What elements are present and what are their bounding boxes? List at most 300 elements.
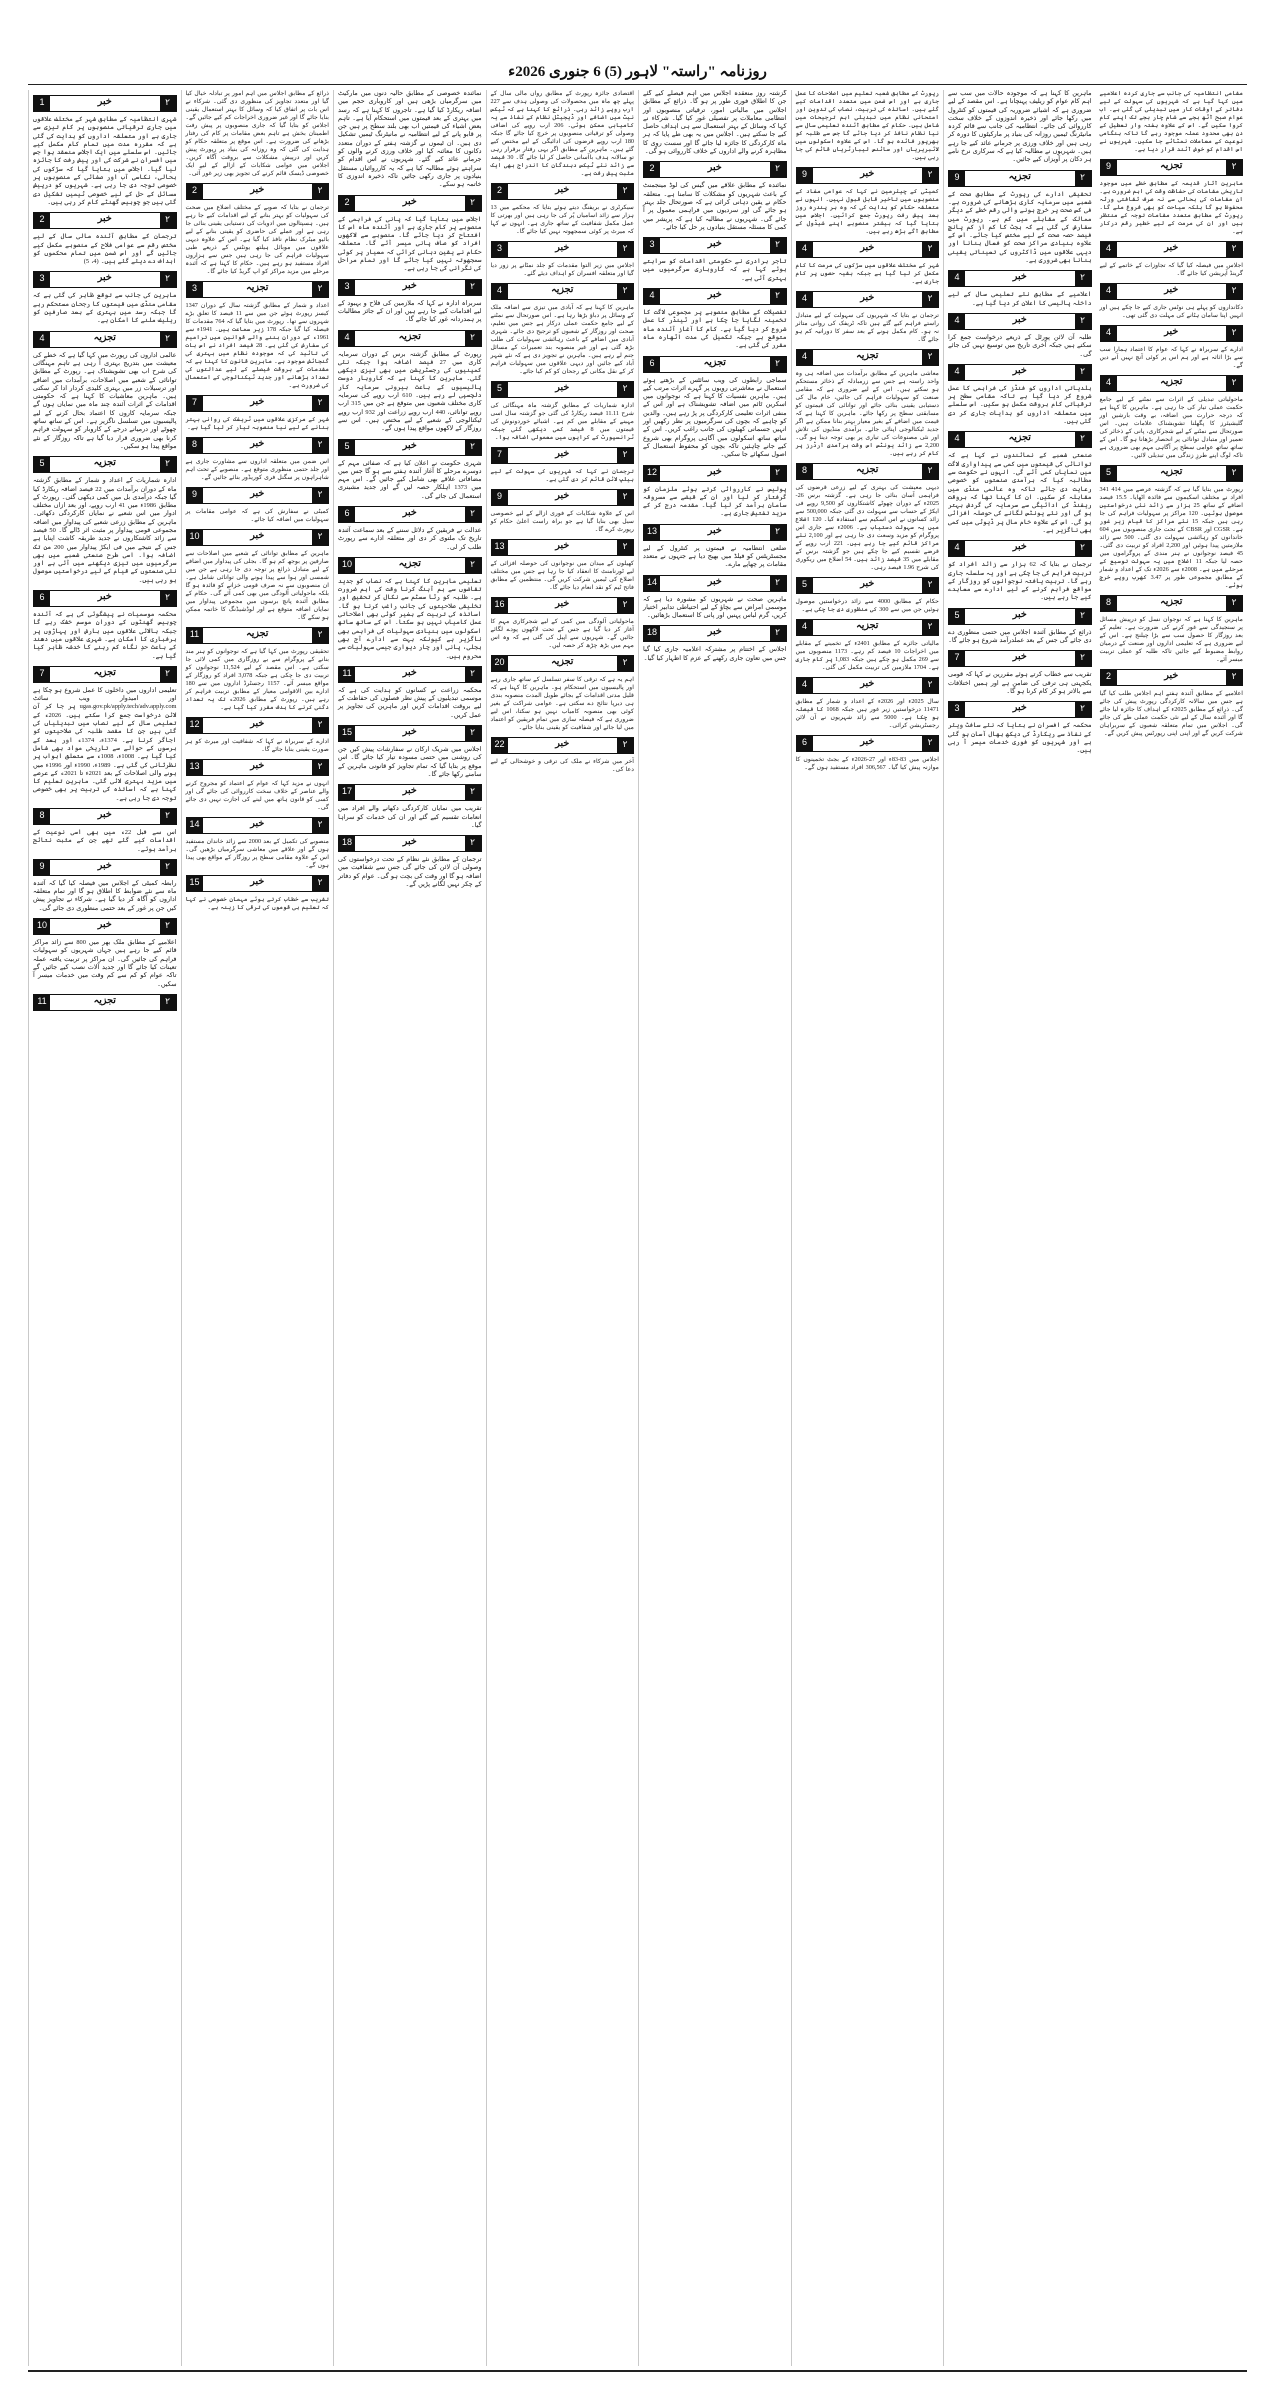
article-category-label: خبر xyxy=(402,280,417,291)
article-header xyxy=(491,241,635,258)
article-header xyxy=(186,817,330,834)
article-body: صنعتی شعبے کے نمائندوں نے کہا ہے کہ توانائی کی قیمتوں میں کمی سے پیداواری لاگت میں نمایاں کمی آئے گی۔ انہوں نے حکومت سے مطالبہ کیا کہ برآمدی صنعتوں کو خصوصی رعایت دی جائے تاکہ وہ عالمی منڈی میں مقابلہ کر سکیں۔ ان کا کہنا تھا کہ بروقت ریفنڈ کی ادائیگی سے سرمایہ کی گردش بہتر ہو گی اور نئے یونٹس لگانے کی حوصلہ افزائی ہو گی۔ اس کے علاوہ خام مال پر ڈیوٹی میں کمی بھی ناگزیر ہے۔ xyxy=(948,452,1092,534)
article-marker: ۲ xyxy=(465,507,481,522)
article-category-label: خبر xyxy=(860,579,875,589)
article-category-label: خبر xyxy=(707,163,722,174)
article-category-label: خبر xyxy=(402,786,417,797)
article-marker: ۲ xyxy=(312,184,328,199)
article-marker: ۲ xyxy=(312,282,328,297)
article-category-label: خبر xyxy=(1164,327,1179,337)
article-header xyxy=(491,183,635,200)
article-marker: ۲ xyxy=(160,667,176,682)
article-body: ادارہ شماریات کے اعداد و شمار کے مطابق گزشتہ ماہ کے دوران برآمدات میں 22 فیصد اضافہ ریکارڈ کیا گیا جبکہ درآمدی بل میں کمی دیکھی گئی۔ رپورٹ کے مطابق 1986ء میں 41 ارب روپے، اور بعد ازاں مختلف ادوار میں اس شعبے نے نمایاں کارکردگی دکھائی۔ ماہرین کے مطابق زرعی شعبے کی پیداوار میں اضافہ مجموعی قومی پیداوار پر مثبت اثر ڈالے گا۔ 50 فیصد سے زائد کاشتکاروں نے جدید طریقہ کاشت اپنایا ہے جس کے نتیجے میں فی ایکڑ پیداوار میں 200 من تک اضافہ ہوا۔ اسی طرح صنعتی شعبے میں بھی سرگرمیوں میں تیزی دیکھنے میں آئی ہے اور نئی صنعتوں کے قیام کے لیے درخواستیں موصول ہو رہی ہیں۔ xyxy=(33,477,177,584)
article-header xyxy=(33,808,177,825)
article-body: رپورٹ کے مطابق گزشتہ برس کے دوران سرمایہ کاری میں 27 فیصد اضافہ ہوا جبکہ نئی کمپنیوں کی رجسٹریشن میں بھی تیزی دیکھی گئی۔ ماہرین کا کہنا ہے کہ کاروبار دوست پالیسیوں کے باعث بیرونی سرمایہ کار دلچسپی لے رہے ہیں۔ 610 ارب روپے کی سرمایہ کاری مختلف شعبوں میں متوقع ہے جن میں 315 ارب روپے توانائی، 440 ارب روپے زراعت اور 932 ارب روپے ٹیکنالوجی کے شعبے کے لیے مختص ہیں۔ اس سے روزگار کے لاکھوں مواقع پیدا ہوں گے۔ xyxy=(338,350,482,433)
article-marker: ۲ xyxy=(1075,171,1091,186)
article-number: 4 xyxy=(492,284,508,299)
article-header xyxy=(186,281,330,298)
article-header xyxy=(186,487,330,504)
article-marker: ۲ xyxy=(160,457,176,472)
article-marker: ۲ xyxy=(1075,432,1091,447)
article-number: 9 xyxy=(949,171,965,186)
article-body: ماہرین کا کہنا ہے کہ موجودہ حالات میں سب سے اہم کام عوام کو ریلیف پہنچانا ہے۔ اس مقصد کے لیے ضروری ہے کہ اشیائے ضروریہ کی قیمتوں کو کنٹرول میں رکھا جائے اور ذخیرہ اندوزوں کے خلاف سخت کارروائی کی جائے۔ انتظامیہ کی جانب سے قائم کردہ مانیٹرنگ ٹیمیں روزانہ کی بنیاد پر مارکیٹوں کا دورہ کر رہی ہیں اور خلاف ورزی پر جرمانے عائد کیے جا رہے ہیں۔ شہریوں نے مطالبہ کیا ہے کہ سرکاری نرخ نامے ہر دکان پر آویزاں کیے جائیں۔ xyxy=(948,90,1092,164)
top-rule xyxy=(28,84,1247,85)
article-number: 10 xyxy=(187,530,203,545)
article-header xyxy=(491,447,635,464)
article-marker: ۲ xyxy=(617,738,633,753)
article-marker: ۲ xyxy=(160,591,176,606)
article-number: 4 xyxy=(949,271,965,286)
article-number: 11 xyxy=(34,995,50,1010)
article-marker: ۲ xyxy=(922,292,938,307)
newspaper-column xyxy=(943,90,1096,2366)
article-number: 6 xyxy=(797,736,813,751)
article-body: منصوبے کی تکمیل کے بعد 2000 سے زائد خاندان مستفید ہوں گے اور علاقے میں معاشی سرگرمیاں بڑھیں گی۔ اس کے علاوہ مقامی سطح پر روزگار کے مواقع بھی پیدا ہوں گے۔ xyxy=(185,838,329,869)
article-number: 14 xyxy=(187,818,203,833)
article-number: 13 xyxy=(644,525,660,540)
article-category-label: خبر xyxy=(250,819,265,829)
article-category-label: خبر xyxy=(860,679,875,689)
article-category-label: تجزیہ xyxy=(551,285,574,295)
article-body: سربراہ ادارہ نے کہا کہ ملازمین کی فلاح و بہبود کے لیے اقدامات کیے جا رہے ہیں اور ان کے جائز مطالبات پر ہمدردانہ غور کیا جائے گا۔ xyxy=(338,299,482,324)
article-number: 5 xyxy=(492,382,508,397)
article-body: انہوں نے مزید کہا کہ عوام کے اعتماد کو مجروح کرنے والے عناصر کے خلاف سخت کارروائی کی جائے گی اور کسی کو قانون ہاتھ میں لینے کی اجازت نہیں دی جائے گی۔ xyxy=(185,780,329,811)
article-header xyxy=(338,725,482,742)
article-number: 4 xyxy=(1101,284,1117,299)
article-header xyxy=(338,557,482,574)
article-body: ماہرین کا کہنا ہے کہ آبادی میں تیزی سے اضافہ ملک کے وسائل پر دباؤ بڑھا رہا ہے۔ اس صورتحال سے نمٹنے کے لیے جامع حکمت عملی درکار ہے جس میں تعلیم، صحت اور روزگار کے شعبوں کو ترجیح دی جائے۔ شہری آبادی میں اضافے کے باعث رہائشی سہولیات کی طلب بڑھ گئی ہے اور غیر منصوبہ بند تعمیرات کے مسائل جنم لے رہے ہیں۔ ماہرین نے تجویز دی ہے کہ نئے شہر آباد کیے جائیں اور دیہی علاقوں میں سہولیات فراہم کر کے نقل مکانی کے رجحان کو کم کیا جائے۔ xyxy=(490,304,634,375)
article-number: 5 xyxy=(797,578,813,593)
newspaper-column xyxy=(181,90,334,2366)
article-marker: ۲ xyxy=(770,289,786,304)
article-header xyxy=(1100,283,1244,300)
article-body: تقریب سے خطاب کرتے ہوئے مقررین نے کہا کہ قومی یکجہتی ہی ترقی کی ضامن ہے اور ہمیں اختلافات سے بالاتر ہو کر کام کرنا ہو گا۔ xyxy=(948,671,1092,695)
article-marker: ۲ xyxy=(312,760,328,775)
article-number: 7 xyxy=(34,667,50,682)
article-header xyxy=(338,835,482,852)
article-number: 5 xyxy=(1101,466,1117,481)
article-marker: ۲ xyxy=(770,525,786,540)
article-category-label: خبر xyxy=(97,273,112,284)
article-marker: ۲ xyxy=(1075,702,1091,717)
article-number: 4 xyxy=(644,289,660,304)
article-body: عالمی اداروں کی رپورٹ میں کہا گیا ہے کہ خطے کی معیشت میں بتدریج بہتری آ رہی ہے تاہم مہنگائی کی شرح اب بھی تشویشناک ہے۔ رپورٹ کے مطابق توانائی کے شعبے میں اصلاحات، برآمدات میں اضافے اور ترسیلات زر میں بہتری کلیدی کردار ادا کر سکتی ہیں۔ ماہرین معاشیات کا کہنا ہے کہ حکومتی اقدامات کے اثرات آئندہ چند ماہ میں نمایاں ہوں گے جبکہ سرمایہ کاروں کا اعتماد بحال کرنے کے لیے پالیسیوں میں تسلسل ناگزیر ہے۔ اس کے ساتھ ساتھ چھوٹے اور درمیانے درجے کے کاروبار کو سہولت فراہم کرنا بھی ضروری قرار دیا گیا ہے تاکہ روزگار کے نئے مواقع پیدا ہو سکیں۔ xyxy=(33,351,177,450)
newspaper-column xyxy=(333,90,486,2366)
article-body: آخر میں شرکاء نے ملک کی ترقی و خوشحالی کے لیے دعا کی۔ xyxy=(490,758,634,773)
article-number: 10 xyxy=(34,919,50,934)
article-marker: ۲ xyxy=(770,357,786,372)
article-body: دیہی معیشت کی بہتری کے لیے زرعی قرضوں کی فراہمی آسان بنائی جا رہی ہے۔ گزشتہ برس 26-2025ء کے دوران چھوٹے کاشتکاروں کو 9,500 روپے فی ایکڑ کے حساب سے سہولت دی گئی جبکہ 500,000 سے زائد کسانوں نے اس اسکیم سے استفادہ کیا۔ 120 اضلاع میں یہ سہولت دستیاب ہے۔ 2006ء سے جاری اس پروگرام کو مزید وسعت دی جا رہی ہے اور 2,100 نئے مراکز قائم کیے جا رہے ہیں۔ 221 ارب روپے کے قرضے تقسیم کیے جا چکے ہیں جو گزشتہ برس کے مقابلے میں 35 فیصد زائد ہیں۔ 54 اضلاع میں ریکوری کی شرح 1.96 فیصد رہی۔ xyxy=(795,484,940,571)
article-header xyxy=(491,489,635,506)
article-header xyxy=(186,437,330,454)
article-marker: ۲ xyxy=(465,726,481,741)
article-marker: ۲ xyxy=(1226,242,1242,257)
article-number: 3 xyxy=(644,238,660,253)
article-category-label: خبر xyxy=(402,196,417,207)
article-body: ترجمان نے بتایا کہ 62 ہزار سے زائد افراد کو تربیت فراہم کی جا چکی ہے اور یہ سلسلہ جاری رہے گا۔ تربیت یافتہ نوجوانوں کو روزگار کے مواقع فراہم کرنے کے لیے ادارے سے معاہدے کیے جا رہے ہیں۔ xyxy=(948,561,1092,602)
article-marker: ۲ xyxy=(617,656,633,671)
article-body: رابطہ کمیٹی کے اجلاس میں فیصلہ کیا گیا کہ آئندہ ماہ سے نئے ضوابط کا اطلاق ہو گا اور تمام متعلقہ اداروں کو آگاہ کر دیا گیا ہے۔ شرکاء نے تجاویز پیش کیں جن پر غور کے بعد حتمی منظوری دی جائے گی۔ xyxy=(33,879,177,912)
article-body: شہر کے مختلف علاقوں میں سڑکوں کی مرمت کا کام مکمل کر لیا گیا ہے جبکہ بقیہ حصوں پر کام جاری ہے۔ xyxy=(795,262,939,285)
article-marker: ۲ xyxy=(617,490,633,505)
article-marker: ۲ xyxy=(160,860,176,875)
article-header xyxy=(796,735,940,752)
article-number: 4 xyxy=(797,620,813,635)
article-marker: ۲ xyxy=(1075,365,1091,380)
article-body: پولیس نے کارروائی کرتے ہوئے ملزمان کو گرفتار کر لیا اور ان کے قبضے سے مسروقہ سامان برآمد کر لیا گیا۔ مقدمہ درج کر کے مزید تفتیش جاری ہے۔ xyxy=(643,485,787,518)
article-header xyxy=(186,183,330,200)
article-header xyxy=(1100,465,1244,482)
article-header xyxy=(643,356,787,373)
article-number: 5 xyxy=(949,609,965,624)
article-header xyxy=(33,95,177,112)
article-header xyxy=(643,575,787,592)
article-body: رپورٹ میں بتایا گیا ہے کہ گزشتہ عرصے میں 414 341 افراد نے مختلف اسکیموں سے فائدہ اٹھایا۔ 15.5 فیصد اضافے کے ساتھ 25 ہزار سے زائد نئی درخواستیں موصول ہوئیں۔ 120 مراکز پر سہولیات فراہم کی جا رہی ہیں جبکہ 15 نئے مراکز کا قیام زیر غور ہے۔ CGSR اور CBSR کے تحت جاری منصوبوں میں 604 خاندانوں کو رہائشی سہولت دی گئی۔ 500 سے زائد ملازمتیں پیدا ہوئیں اور 2,200 افراد کو تربیت دی گئی۔ 45 فیصد نوجوانوں نے ہنر مندی کے پروگراموں میں حصہ لیا جبکہ 11 اضلاع میں یہ سہولت توسیع کے مرحلے میں ہے۔ 2008ء سے 2026ء تک کے اعداد و شمار کے مطابق مجموعی طور پر 3.47 کھرب روپے خرچ ہوئے۔ xyxy=(1099,486,1244,589)
article-category-label: خبر xyxy=(1164,671,1179,681)
article-header xyxy=(1100,241,1244,258)
article-number: 13 xyxy=(187,760,203,775)
article-header xyxy=(1100,595,1244,612)
article-marker: ۲ xyxy=(312,628,328,643)
article-marker: ۲ xyxy=(465,667,481,682)
article-body: دکانداروں کو پہلے ہی نوٹس جاری کیے جا چکے ہیں اور انہیں اپنا سامان ہٹانے کی مہلت دی گئی تھی۔ xyxy=(1099,304,1243,319)
article-number: 18 xyxy=(644,626,660,641)
article-category-label: خبر xyxy=(1164,285,1179,295)
article-category-label: خبر xyxy=(250,761,265,771)
article-body: ترجمان نے بتایا کہ صوبے کے مختلف اضلاع میں صحت کی سہولیات کو بہتر بنانے کے لیے اقدامات کیے جا رہے ہیں۔ ہسپتالوں میں ادویات کی دستیابی یقینی بنائی جا رہی ہے اور عملے کی حاضری کو یقینی بنانے کے لیے بائیو میٹرک نظام نافذ کیا گیا ہے۔ اس کے علاوہ دیہی علاقوں میں موبائل ہیلتھ یونٹس کے ذریعے طبی سہولیات فراہم کی جا رہی ہیں جس سے ہزاروں افراد مستفید ہو رہے ہیں۔ حکام کا کہنا ہے کہ آئندہ مرحلے میں مزید مراکز کو اپ گریڈ کیا جائے گا۔ xyxy=(185,204,329,275)
article-body: تاجر برادری نے حکومتی اقدامات کو سراہتے ہوئے کہا ہے کہ کاروباری سرگرمیوں میں بہتری آئی ہے۔ xyxy=(643,258,787,282)
article-header xyxy=(491,381,635,398)
article-header xyxy=(796,577,940,594)
article-category-label: خبر xyxy=(97,810,112,820)
article-body: ماہرین آثار قدیمہ کے مطابق خطے میں موجود تاریخی مقامات کی حفاظت وقت کی اہم ضرورت ہے۔ ان مقامات کی بحالی سے نہ صرف ثقافتی ورثہ محفوظ ہو گا بلکہ سیاحت کو بھی فروغ ملے گا۔ رپورٹ کے مطابق متعدد مقامات توجہ کے منتظر ہیں اور ان کی مرمت کے لیے خطیر رقم درکار ہے۔ xyxy=(1099,180,1243,235)
article-body: ضلعی انتظامیہ نے قیمتوں پر کنٹرول کے لیے مجسٹریٹس کو فیلڈ میں بھیج دیا ہے جنہوں نے متعدد مقامات پر چھاپے مارے۔ xyxy=(643,544,787,569)
article-marker: ۲ xyxy=(465,836,481,851)
article-category-label: خبر xyxy=(555,185,570,195)
article-category-label: تجزیہ xyxy=(93,667,116,678)
article-marker: ۲ xyxy=(312,818,328,833)
article-marker: ۲ xyxy=(160,809,176,824)
article-number: 9 xyxy=(187,488,203,503)
article-marker: ۲ xyxy=(1226,596,1242,611)
article-header xyxy=(186,875,330,892)
article-marker: ۲ xyxy=(1075,609,1091,624)
article-category-label: خبر xyxy=(402,440,417,451)
article-category-label: خبر xyxy=(250,397,265,407)
article-number: 9 xyxy=(797,168,813,183)
article-body: ادارے کے سربراہ نے کہا کہ شفافیت اور میرٹ کو ہر صورت یقینی بنایا جائے گا۔ xyxy=(185,738,329,753)
article-body: مقامی انتظامیہ کی جانب سے جاری کردہ اعلامیے میں کہا گیا ہے کہ شہریوں کی سہولت کے لیے دفاتر کے اوقات کار میں تبدیلی کی گئی ہے۔ اب عوام صبح آٹھ بجے سے شام چار بجے تک اپنے کام کروا سکیں گے۔ اس کے علاوہ ہفتہ وار تعطیل کے دن بھی محدود عملہ موجود رہے گا تاکہ ہنگامی نوعیت کے معاملات نمٹائے جا سکیں۔ شہریوں نے اس اقدام کو خوش آئند قرار دیا ہے۔ xyxy=(1099,90,1243,153)
article-header xyxy=(948,540,1092,557)
article-marker: ۲ xyxy=(617,382,633,397)
article-marker: ۲ xyxy=(312,530,328,545)
article-category-label: خبر xyxy=(250,439,265,449)
article-number: 2 xyxy=(187,184,203,199)
article-header xyxy=(643,161,787,178)
article-header xyxy=(796,241,940,258)
article-marker: ۲ xyxy=(922,620,938,635)
article-category-label: خبر xyxy=(1012,365,1027,376)
article-marker: ۲ xyxy=(1226,284,1242,299)
article-category-label: تجزیہ xyxy=(1008,433,1031,444)
article-body: شہر کے مرکزی علاقوں میں ٹریفک کی روانی بہتر بنانے کے لیے نیا منصوبہ تیار کر لیا گیا ہے۔ xyxy=(185,416,329,431)
article-body: اعلامیے کے مطابق نئے تعلیمی سال کے لیے داخلہ پالیسی کا اعلان کر دیا گیا ہے۔ xyxy=(948,291,1092,307)
article-number: 16 xyxy=(492,598,508,613)
article-body: اس سے قبل 22ء میں بھی اسی نوعیت کے اقدامات کیے گئے تھے جن کے مثبت نتائج برآمد ہوئے۔ xyxy=(33,829,177,853)
article-number: 9 xyxy=(34,860,50,875)
article-category-label: خبر xyxy=(707,239,722,250)
article-number: 1 xyxy=(34,96,50,111)
article-category-label: خبر xyxy=(250,531,265,541)
article-category-label: خبر xyxy=(1012,652,1027,663)
article-body: ذرائع کے مطابق آئندہ اجلاس میں حتمی منظوری دے دی جائے گی جس کے بعد عملدرآمد شروع ہو جائے گا۔ xyxy=(948,628,1092,645)
article-number: 11 xyxy=(187,628,203,643)
article-number: 4 xyxy=(949,365,965,380)
article-number: 9 xyxy=(492,490,508,505)
column-grid xyxy=(28,90,1247,2366)
article-category-label: تجزیہ xyxy=(93,332,116,343)
article-category-label: خبر xyxy=(402,837,417,848)
article-marker: ۲ xyxy=(312,396,328,411)
article-header xyxy=(1100,159,1244,176)
article-body: ترجمان نے بتایا کہ شہریوں کی سہولت کے لیے متبادل راستے فراہم کیے گئے ہیں تاکہ ٹریفک کی روانی متاثر نہ ہو۔ کام مکمل ہونے کے بعد سفر کا دورانیہ کم ہو جائے گا۔ xyxy=(795,312,939,343)
bottom-rule xyxy=(28,2370,1247,2372)
article-marker: ۲ xyxy=(617,598,633,613)
article-marker: ۲ xyxy=(922,350,938,365)
article-body: محکمہ موسمیات نے پیشگوئی کی ہے کہ آئندہ چوبیس گھنٹوں کے دوران موسم خشک رہے گا جبکہ بالائی علاقوں میں بارش اور پہاڑوں پر برفباری کا امکان ہے۔ شہری علاقوں میں دھند کے باعث حدِ نگاہ کم رہنے کا خدشہ ظاہر کیا گیا ہے۔ xyxy=(33,611,177,660)
article-marker: ۲ xyxy=(1226,160,1242,175)
article-number: 4 xyxy=(1101,376,1117,391)
article-header xyxy=(186,759,330,776)
article-header xyxy=(338,666,482,683)
article-category-label: تجزیہ xyxy=(246,629,269,639)
article-number: 9 xyxy=(1101,160,1117,175)
article-number: 4 xyxy=(949,541,965,556)
article-number: 11 xyxy=(339,667,355,682)
article-category-label: خبر xyxy=(860,737,875,747)
article-number: 4 xyxy=(797,242,813,257)
article-body: گزشتہ روز منعقدہ اجلاس میں اہم فیصلے کیے گئے جن کا اطلاق فوری طور پر ہو گا۔ ذرائع کے مطابق اجلاس میں مالیاتی امور، ترقیاتی منصوبوں اور انتظامی معاملات پر تفصیلی غور کیا گیا۔ شرکاء نے کہا کہ وسائل کے بہتر استعمال سے ہی اہداف حاصل کیے جا سکتے ہیں۔ اجلاس میں یہ بھی طے پایا کہ ہر ماہ کارکردگی کا جائزہ لیا جائے گا اور سست روی کا مظاہرہ کرنے والے اداروں کے خلاف کارروائی ہو گی۔ xyxy=(643,90,787,156)
article-header xyxy=(33,212,177,229)
article-category-label: خبر xyxy=(97,860,112,871)
article-body: کمیٹی نے سفارش کی ہے کہ عوامی مقامات پر سہولیات میں اضافہ کیا جائے۔ xyxy=(185,508,329,523)
article-body: ادارہ شماریات کے مطابق گزشتہ ماہ مہنگائی کی شرح 11.11 فیصد ریکارڈ کی گئی جو گزشتہ سال اسی مہینے کے مقابلے میں کم ہے۔ اشیائے خوردونوش کی قیمتوں میں 8 فیصد کمی دیکھی گئی جبکہ ٹرانسپورٹ کے کرایوں میں معمولی اضافہ ہوا۔ xyxy=(490,402,635,441)
masthead xyxy=(0,62,1275,81)
article-marker: ۲ xyxy=(1226,670,1242,685)
article-number: 7 xyxy=(187,396,203,411)
article-body: مالیاتی جائزے کے مطابق 2401ء کے تخمینے کے مقابلے میں اخراجات 10 فیصد کم رہے۔ 1173 منصوبوں میں سے 269 مکمل ہو چکے ہیں جبکہ 1,083 پر کام جاری ہے۔ 1704 ملازمین کی تربیت مکمل کی گئی۔ xyxy=(795,640,940,671)
article-number: 3 xyxy=(34,272,50,287)
article-marker: ۲ xyxy=(770,466,786,481)
article-header xyxy=(338,506,482,523)
article-header xyxy=(186,627,330,644)
article-header xyxy=(1100,325,1244,342)
article-category-label: تجزیہ xyxy=(1160,467,1183,477)
article-category-label: تجزیہ xyxy=(1160,161,1183,171)
article-category-label: تجزیہ xyxy=(856,465,879,475)
article-body: ماہرین کی جانب سے توقع ظاہر کی گئی ہے کہ مقامی منڈی میں قیمتوں کا رجحان مستحکم رہے گا جبکہ رسد میں بہتری کے بعد صارفین کو ریلیف ملنے کا امکان ہے۔ xyxy=(33,292,177,325)
article-body: ترجمان نے کہا کہ شہریوں کی سہولت کے لیے ہیلپ لائن قائم کر دی گئی ہے۔ xyxy=(490,468,634,483)
article-number: 13 xyxy=(492,540,508,555)
article-category-label: خبر xyxy=(250,877,265,887)
article-body: محکمہ زراعت نے کسانوں کو ہدایت کی ہے کہ موسمی تبدیلیوں کے پیش نظر فصلوں کی حفاظت کے لیے بروقت اقدامات کریں اور ماہرین کی تجاویز پر عمل کریں۔ xyxy=(338,686,482,719)
article-header xyxy=(491,539,635,556)
article-number: 6 xyxy=(34,591,50,606)
article-category-label: خبر xyxy=(555,383,570,393)
article-body: اعداد و شمار کے مطابق گزشتہ سال کے دوران 1347 کیسز رپورٹ ہوئے جن میں سے 11 فیصد کا تعلق بڑے شہروں سے تھا۔ رپورٹ میں بتایا گیا کہ 764 مقدمات کا فیصلہ کیا گیا جبکہ 178 زیر سماعت ہیں۔ 1941ء سے 1961ء کے دوران بننے والے قوانین میں ترامیم کی سفارش کی گئی ہے۔ 28 فیصد افراد نے اس بات کی تائید کی کہ موجودہ نظام میں بہتری کی گنجائش موجود ہے۔ ماہرین قانون کا کہنا ہے کہ مقدمات کے بروقت فیصلے کے لیے عدالتوں کی تعداد بڑھانے اور جدید ٹیکنالوجی کے استعمال کی ضرورت ہے۔ xyxy=(185,302,330,389)
article-body: اجلاس میں زیر التوا مقدمات کو جلد نمٹانے پر زور دیا گیا اور متعلقہ افسران کو اہداف دیئے گئے۔ xyxy=(490,262,634,277)
article-header xyxy=(338,784,482,801)
article-number: 12 xyxy=(644,466,660,481)
article-body: اس کے علاوہ شکایات کے فوری ازالے کے لیے خصوصی سیل بھی بنایا گیا ہے جو براہ راست اعلیٰ حکام کو رپورٹ کرے گا۔ xyxy=(490,510,634,533)
article-body: رپورٹ کے مطابق شعبہ تعلیم میں اصلاحات کا عمل جاری ہے اور اس ضمن میں متعدد اقدامات کیے گئے ہیں۔ اساتذہ کی تربیت، نصاب کی تدوین اور امتحانی نظام میں تبدیلی اہم ترجیحات میں شامل ہیں۔ حکام کے مطابق آئندہ تعلیمی سال سے نیا نظام نافذ کر دیا جائے گا جس سے طلبہ کو بھرپور فائدہ ہو گا۔ اس کے علاوہ اسکولوں میں لائبریریاں اور سائنس لیبارٹریاں قائم کی جا رہی ہیں۔ xyxy=(795,90,939,161)
article-header xyxy=(186,395,330,412)
article-category-label: خبر xyxy=(860,169,875,179)
article-number: 14 xyxy=(644,576,660,591)
article-category-label: خبر xyxy=(860,293,875,303)
article-header xyxy=(796,291,940,308)
article-number: 4 xyxy=(797,678,813,693)
article-header xyxy=(491,655,635,672)
article-body: نمائندہ کے مطابق علاقے میں گیس کی لوڈ مینجمنٹ کے باعث شہریوں کو مشکلات کا سامنا ہے۔ متعلقہ حکام نے یقین دہانی کرائی ہے کہ صورتحال جلد بہتر ہو جائے گی اور سردیوں میں فراہمی معمول پر آ جائے گی۔ شہریوں نے مطالبہ کیا ہے کہ پریشر میں کمی کا مسئلہ مستقل بنیادوں پر حل کیا جائے۔ xyxy=(643,182,787,231)
article-number: 7 xyxy=(949,651,965,666)
article-body: بلدیاتی اداروں کو فنڈز کی فراہمی کا عمل شروع کر دیا گیا ہے تاکہ مقامی سطح پر ترقیاتی کام بروقت مکمل ہو سکیں۔ اس سلسلے میں متعلقہ اداروں کو ہدایات جاری کر دی گئی ہیں۔ xyxy=(948,384,1092,426)
article-marker: ۲ xyxy=(312,718,328,733)
masthead-text: روزنامہ "راستہ" لاہور (5) 6 جنوری 2026ء xyxy=(508,64,767,80)
article-number: 7 xyxy=(492,448,508,463)
article-body: ماہرین صحت نے شہریوں کو مشورہ دیا ہے کہ موسمی امراض سے بچاؤ کے لیے احتیاطی تدابیر اختیار کریں، گرم لباس پہنیں اور پانی کا استعمال بڑھائیں۔ xyxy=(643,595,787,620)
article-header xyxy=(33,859,177,876)
article-number: 4 xyxy=(34,332,50,347)
article-marker: ۲ xyxy=(617,184,633,199)
article-header xyxy=(1100,669,1244,686)
article-category-label: تجزیہ xyxy=(856,621,879,631)
article-number: 8 xyxy=(187,438,203,453)
article-marker: ۲ xyxy=(1226,376,1242,391)
article-body: اجلاس میں فیصلہ کیا گیا کہ تجاوزات کے خاتمے کے لیے گرینڈ آپریشن کیا جائے گا۔ xyxy=(1099,262,1243,277)
article-body: تفصیلات کے مطابق منصوبے پر مجموعی لاگت کا تخمینہ لگایا جا چکا ہے اور ٹینڈر کا عمل شروع کر دیا گیا ہے۔ کام کا آغاز آئندہ ماہ متوقع ہے جبکہ تکمیل کی مدت اٹھارہ ماہ مقرر کی گئی ہے۔ xyxy=(643,309,787,350)
article-body: ترجمان کے مطابق آئندہ مالی سال کے لیے مختص رقم سے عوامی فلاح کے منصوبے مکمل کیے جائیں گے اور اس ضمن میں تمام محکموں کو اہداف دے دیئے گئے ہیں۔ (4، 5) xyxy=(33,233,177,266)
article-category-label: خبر xyxy=(555,491,570,501)
article-number: 3 xyxy=(339,280,355,295)
article-body: ماہرین کا کہنا ہے کہ نوجوان نسل کو درپیش مسائل پر سنجیدگی سے غور کرنے کی ضرورت ہے۔ تعلیم کے بعد روزگار کا حصول سب سے بڑا چیلنج ہے۔ اس کے لیے ضروری ہے کہ تعلیمی اداروں اور صنعت کے درمیان روابط مضبوط کیے جائیں تاکہ طلبہ کو عملی تربیت میسر آئے۔ xyxy=(1099,616,1243,663)
article-category-label: تجزیہ xyxy=(246,283,269,293)
article-body: ذرائع کے مطابق اجلاس میں اہم امور پر تبادلہ خیال کیا گیا اور متعدد تجاویز کی منظوری دی گئی۔ شرکاء نے اس بات پر اتفاق کیا کہ وسائل کا بہتر استعمال یقینی بنایا جائے گا اور غیر ضروری اخراجات کم کیے جائیں گے۔ اجلاس کو بتایا گیا کہ جاری منصوبوں پر پیش رفت اطمینان بخش ہے تاہم بعض مقامات پر کام کی رفتار بڑھانے کی ضرورت ہے۔ اس موقع پر متعلقہ حکام کو ہدایت کی گئی کہ وہ روزانہ کی بنیاد پر رپورٹ پیش کریں اور درپیش مشکلات سے بروقت آگاہ کریں۔ اجلاس میں عوامی شکایات کے ازالے کے لیے ایک خصوصی ڈیسک قائم کرنے کی تجویز بھی زیر غور آئی۔ xyxy=(185,90,329,177)
article-marker: ۲ xyxy=(922,736,938,751)
article-body: تحقیقی ادارے کی رپورٹ کے مطابق صحت کے شعبے میں سرمایہ کاری بڑھانے کی ضرورت ہے۔ فی کس صحت پر خرچ ہونے والی رقم خطے کے دیگر ممالک کے مقابلے میں کم ہے۔ رپورٹ میں سفارش کی گئی ہے کہ بجٹ کا کم از کم پانچ فیصد حصہ صحت کے لیے مختص کیا جائے۔ اس کے علاوہ بنیادی مراکز صحت کو فعال بنانا اور دیہی علاقوں میں ڈاکٹروں کی تعیناتی یقینی بنانا بھی ضروری ہے۔ xyxy=(948,190,1092,265)
newspaper-column xyxy=(28,90,181,2366)
article-category-label: خبر xyxy=(97,214,112,225)
article-number: 20 xyxy=(492,656,508,671)
article-marker: ۲ xyxy=(770,162,786,177)
article-category-label: تجزیہ xyxy=(551,657,574,667)
article-body: اجلاس کے اختتام پر مشترکہ اعلامیہ جاری کیا گیا جس میں تعاون جاری رکھنے کے عزم کا اظہار کیا گیا۔ xyxy=(643,646,787,662)
article-header xyxy=(33,666,177,683)
article-marker: ۲ xyxy=(922,678,938,693)
newspaper-column xyxy=(486,90,639,2366)
article-number: 4 xyxy=(797,350,813,365)
article-category-label: تجزیہ xyxy=(1160,377,1183,387)
article-body: تعلیمی ماہرین کا کہنا ہے کہ نصاب کو جدید تقاضوں سے ہم آہنگ کرنا وقت کی اہم ضرورت ہے۔ طلبہ کو رٹا سسٹم سے نکال کر تحقیق اور تخلیقی صلاحیتوں کی جانب راغب کرنا ہو گا۔ اساتذہ کی تربیت کے بغیر کوئی بھی اصلاحاتی عمل کامیاب نہیں ہو سکتا۔ اس کے ساتھ ساتھ اسکولوں میں بنیادی سہولیات کی فراہمی بھی ناگزیر ہے کیونکہ بہت سے ادارے آج بھی بجلی، پانی اور چار دیواری جیسی سہولیات سے محروم ہیں۔ xyxy=(338,577,482,660)
article-number: 2 xyxy=(644,162,660,177)
newspaper-column xyxy=(791,90,944,2366)
article-body: معاشی ماہرین کے مطابق برآمدات میں اضافہ ہی وہ واحد راستہ ہے جس سے زرمبادلہ کے ذخائر مستحکم ہو سکتے ہیں۔ اس کے لیے ضروری ہے کہ مقامی صنعت کو سہولیات فراہم کی جائیں، خام مال کی دستیابی یقینی بنائی جائے اور توانائی کی قیمتوں کو مسابقتی سطح پر رکھا جائے۔ ماہرین کا کہنا ہے کہ قیمت میں اضافے کے بغیر معیار بہتر بنانا ممکن ہے اگر جدید ٹیکنالوجی اپنائی جائے۔ برآمدی منڈیوں کی تلاش اور نئی مصنوعات کی تیاری پر بھی توجہ دینا ہو گی۔ 2,200 سے زائد یونٹس اس وقت برآمدی آرڈرز پر کام کر رہے ہیں۔ xyxy=(795,370,939,457)
article-category-label: خبر xyxy=(555,739,570,749)
article-marker: ۲ xyxy=(922,242,938,257)
article-marker: ۲ xyxy=(160,919,176,934)
article-body: سیکرٹری نے بریفنگ دیتے ہوئے بتایا کہ محکمے میں 13 ہزار سے زائد اسامیاں پُر کی جا رہی ہیں اور بھرتی کا عمل مکمل شفافیت کے ساتھ جاری ہے۔ انہوں نے کہا کہ میرٹ پر کوئی سمجھوتہ نہیں کیا جائے گا۔ xyxy=(490,204,634,235)
article-category-label: خبر xyxy=(402,667,417,678)
article-header xyxy=(33,456,177,473)
article-number: 3 xyxy=(949,702,965,717)
article-body: طلبہ آن لائن پورٹل کے ذریعے درخواست جمع کرا سکتے ہیں جبکہ آخری تاریخ میں توسیع نہیں کی جائے گی۔ xyxy=(948,333,1092,358)
article-header xyxy=(643,524,787,541)
article-body: تحقیقی رپورٹ میں کہا گیا ہے کہ نوجوانوں کو ہنر مند بنانے کے پروگرام سے بے روزگاری میں کمی لائی جا سکتی ہے۔ اس مقصد کے لیے 11,524 نوجوانوں کو تربیت دی جا چکی ہے جبکہ 3,078 افراد کو روزگار کے مواقع میسر آئے۔ 1157 رجسٹرڈ اداروں میں سے 180 ادارے بین الاقوامی معیار کے مطابق تربیت فراہم کر رہے ہیں۔ رپورٹ کے مطابق 2026ء تک یہ تعداد دگنی کرنے کا ہدف مقرر کیا گیا ہے۔ xyxy=(185,648,330,711)
article-category-label: خبر xyxy=(707,627,722,638)
article-marker: ۲ xyxy=(770,626,786,641)
article-number: 15 xyxy=(187,876,203,891)
article-body: نمائندہ خصوصی کے مطابق حالیہ دنوں میں مارکیٹ میں سرگرمیاں بڑھی ہیں اور کاروباری حجم میں اضافہ ریکارڈ کیا گیا ہے۔ تاجروں کا کہنا ہے کہ رسد میں بہتری کے بعد قیمتوں میں استحکام آیا ہے۔ تاہم بعض اشیاء کی قیمتیں اب بھی بلند سطح پر ہیں جن پر قابو پانے کے لیے انتظامیہ نے مانیٹرنگ ٹیمیں تشکیل دی ہیں۔ ان ٹیموں نے گزشتہ ہفتے کے دوران متعدد دکانوں کا معائنہ کیا اور خلاف ورزی کرنے والوں کو جرمانے عائد کیے گئے۔ شہریوں نے اس اقدام کو سراہتے ہوئے مطالبہ کیا ہے کہ یہ کارروائیاں مستقل بنیادوں پر جاری رکھی جائیں تاکہ ذخیرہ اندوزی کا خاتمہ ہو سکے۔ xyxy=(338,90,482,189)
article-body: محکمہ کے افسران نے بتایا کہ نئے سافٹ ویئر کے نفاذ سے ریکارڈ کی دیکھ بھال آسان ہو گئی ہے اور شہریوں کو فوری خدمات میسر آ رہی ہیں۔ xyxy=(948,722,1092,755)
article-category-label: خبر xyxy=(250,489,265,499)
article-category-label: خبر xyxy=(555,599,570,609)
article-category-label: خبر xyxy=(707,466,722,477)
article-marker: ۲ xyxy=(160,332,176,347)
article-header xyxy=(948,650,1092,667)
article-header xyxy=(338,439,482,456)
article-category-label: تجزیہ xyxy=(93,458,116,469)
article-category-label: خبر xyxy=(97,97,112,107)
article-marker: ۲ xyxy=(312,488,328,503)
article-marker: ۲ xyxy=(160,995,176,1010)
article-number: 17 xyxy=(339,785,355,800)
article-category-label: خبر xyxy=(1164,243,1179,253)
article-category-label: خبر xyxy=(555,243,570,253)
article-marker: ۲ xyxy=(770,238,786,253)
article-category-label: تجزیہ xyxy=(1008,171,1031,182)
article-number: 12 xyxy=(187,718,203,733)
article-body: عدالت نے فریقین کے دلائل سننے کے بعد سماعت آئندہ تاریخ تک ملتوی کر دی اور متعلقہ ادارے سے رپورٹ طلب کر لی۔ xyxy=(338,526,482,551)
article-number: 10 xyxy=(339,558,355,573)
article-category-label: خبر xyxy=(97,592,112,603)
article-number: 8 xyxy=(34,809,50,824)
article-body: سال 2025ء اور 2026ء کے اعداد و شمار کے مطابق 11471 درخواستیں زیر غور ہیں جبکہ 1068 کا فیصلہ ہو چکا ہے۔ 5000 سے زائد شہریوں نے آن لائن رجسٹریشن کرائی۔ xyxy=(795,698,940,729)
article-header xyxy=(491,737,635,754)
article-header xyxy=(948,313,1092,330)
article-body: ماحولیاتی آلودگی میں کمی کے لیے شجرکاری مہم کا آغاز کر دیا گیا ہے جس کے تحت لاکھوں پودے لگائے جائیں گے۔ شہریوں سے اپیل کی گئی ہے کہ وہ اس مہم میں بڑھ چڑھ کر حصہ لیں۔ xyxy=(490,618,634,649)
article-marker: ۲ xyxy=(160,213,176,228)
article-header xyxy=(33,331,177,348)
article-body: حکام کے مطابق 4000 سے زائد درخواستیں موصول ہوئیں جن میں سے 300 کی منظوری دی جا چکی ہے۔ xyxy=(795,598,940,613)
article-marker: ۲ xyxy=(617,540,633,555)
article-category-label: خبر xyxy=(97,920,112,931)
article-header xyxy=(33,271,177,288)
article-category-label: تجزیہ xyxy=(703,357,726,368)
article-header xyxy=(491,283,635,300)
article-marker: ۲ xyxy=(1226,326,1242,341)
article-category-label: خبر xyxy=(402,727,417,738)
article-header xyxy=(796,677,940,694)
article-number: 4 xyxy=(339,331,355,346)
article-category-label: خبر xyxy=(1012,314,1027,325)
article-header xyxy=(796,463,940,480)
article-marker: ۲ xyxy=(312,438,328,453)
article-body: اجلاس میں شریک ارکان نے سفارشات پیش کیں جن کی روشنی میں حتمی مسودہ تیار کیا جائے گا۔ اس موقع پر بتایا گیا کہ تمام تجاویز کو قانونی ماہرین کے سامنے رکھا جائے گا۔ xyxy=(338,746,482,778)
article-body: تعلیمی اداروں میں داخلوں کا عمل شروع ہو چکا ہے اور امیدوار ویب سائٹ ugas.gov.pk/apply.tech/adv.apply.com پر جا کر آن لائن درخواست جمع کرا سکتے ہیں۔ 2026ء کے تعلیمی سال کے لیے نصاب میں تبدیلیاں کی گئی ہیں جن کا مقصد طلبہ کی صلاحیتوں کو اجاگر کرنا ہے۔ 1374ء، 1374ء اور بعد کے برسوں کے حوالے سے تاریخی مواد بھی شامل کیا گیا ہے۔ 1008ء، 1008ء سے متعلق ابواب پر نظرثانی کی گئی ہے۔ 1989ء، 1990ء اور 1996ء میں ہونے والی اصلاحات کے بعد 2021ء تا 2021ء کے عرصے میں مزید بہتری لائی گئی۔ ماہرین تعلیم کا کہنا ہے کہ اساتذہ کی تربیت پر بھی خصوصی توجہ دی جا رہی ہے۔ xyxy=(33,686,177,802)
article-number: 3 xyxy=(187,282,203,297)
article-body: اعلامیے کے مطابق آئندہ ہفتے اہم اجلاس طلب کیا گیا ہے جس میں سالانہ کارکردگی رپورٹ پیش کی جائے گی۔ ذرائع کے مطابق 2025ء کے اہداف کا جائزہ لیا جائے گا اور آئندہ سال کے لیے نئی حکمت عملی طے کی جائے گی۔ اجلاس میں تمام متعلقہ شعبوں کے سربراہان شرکت کریں گے اور اپنی اپنی رپورٹس پیش کریں گے۔ xyxy=(1099,690,1243,737)
article-body: ادارے کے سربراہ نے کہا کہ عوام کا اعتماد ہمارا سب سے بڑا اثاثہ ہے اور ہم اس پر کوئی آنچ نہیں آنے دیں گے۔ xyxy=(1099,346,1243,369)
